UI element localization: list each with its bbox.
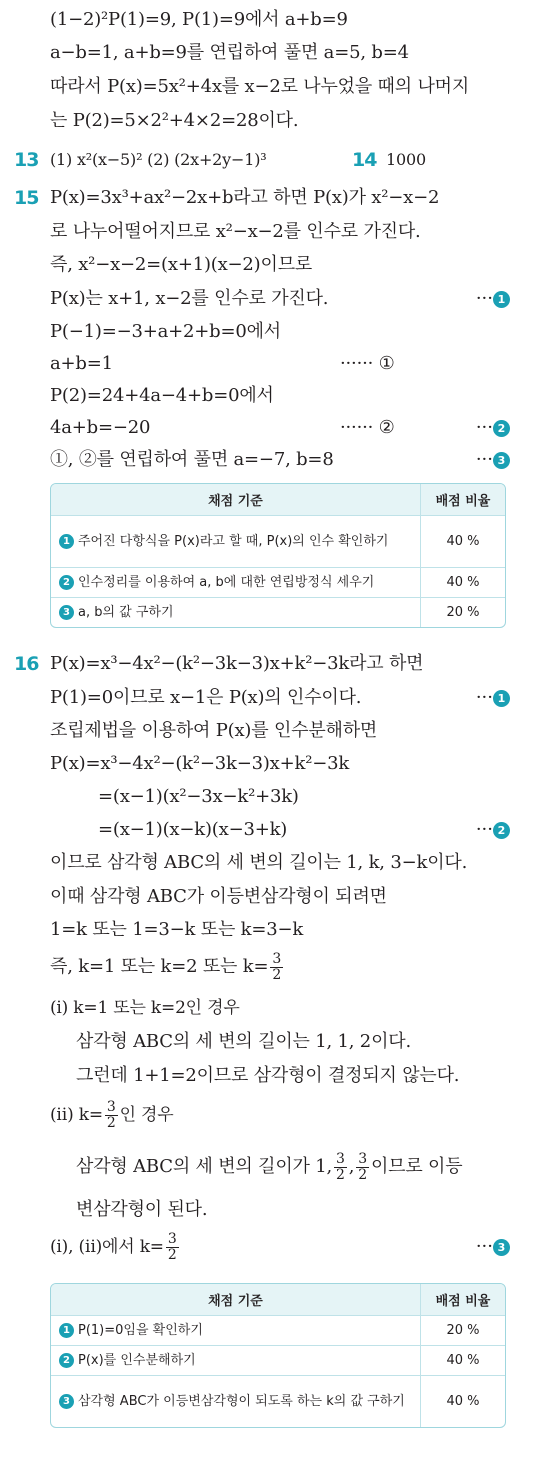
text-line: 이때 삼각형 ABC가 이등변삼각형이 되려면 bbox=[50, 886, 387, 907]
answer-14: 1000 bbox=[386, 150, 426, 169]
step-marker-3: ··· 3 bbox=[476, 1235, 510, 1259]
step-badge: 2 bbox=[493, 420, 510, 437]
step-marker-1: ··· 1 bbox=[476, 686, 510, 710]
question-number-15: 15 bbox=[14, 187, 39, 209]
text-line: 그런데 1+1=2이므로 삼각형이 결정되지 않는다. bbox=[76, 1065, 460, 1086]
question-number-14: 14 bbox=[352, 149, 377, 171]
equation-tag-2: ······ ② bbox=[340, 417, 395, 438]
text-line: (ⅰ), (ⅱ)에서 k= $\frac{3}{2}$ bbox=[50, 1230, 177, 1263]
text-line: 즉, k=1 또는 k=2 또는 k= $\frac{3}{2}$ bbox=[50, 950, 282, 983]
step-badge: 2 bbox=[59, 575, 74, 590]
ratio-cell: 40 % bbox=[446, 1394, 480, 1409]
header-criteria: 채점 기준 bbox=[51, 484, 421, 515]
text-line: 는 P(2)=5×2²+4×2=28이다. bbox=[50, 110, 299, 131]
criteria-text: a, b의 값 구하기 bbox=[78, 605, 174, 620]
step-badge: 1 bbox=[59, 1323, 74, 1338]
header-criteria: 채점 기준 bbox=[51, 1284, 421, 1315]
step-marker-2: ··· 2 bbox=[476, 416, 510, 440]
text-line: P(1)=0이므로 x−1은 P(x)의 인수이다. bbox=[50, 687, 362, 708]
text-line: ①, ②를 연립하여 풀면 a=−7, b=8 bbox=[50, 449, 334, 470]
ratio-cell: 20 % bbox=[446, 605, 480, 620]
step-badge: 3 bbox=[493, 452, 510, 469]
criteria-text: 인수정리를 이용하여 a, b에 대한 연립방정식 세우기 bbox=[78, 575, 375, 590]
criteria-text: P(x)를 인수분해하기 bbox=[78, 1353, 196, 1368]
table-row bbox=[51, 567, 505, 597]
fraction: $\frac{3}{2}$ bbox=[336, 1150, 345, 1183]
criteria-text: 주어진 다항식을 P(x)라고 할 때, P(x)의 인수 확인하기 bbox=[78, 534, 389, 549]
step-marker-2: ··· 2 bbox=[476, 818, 510, 842]
table-row bbox=[51, 1375, 505, 1427]
header-ratio: 배점 비율 bbox=[435, 1294, 491, 1309]
table-header bbox=[51, 1284, 505, 1315]
step-badge: 1 bbox=[59, 534, 74, 549]
fraction: $\frac{3}{2}$ bbox=[272, 950, 282, 983]
table-row bbox=[51, 597, 505, 627]
fraction: $\frac{3}{2}$ bbox=[358, 1150, 367, 1183]
text-line: 로 나누어떨어지므로 x²−x−2를 인수로 가진다. bbox=[50, 221, 421, 242]
step-badge: 1 bbox=[493, 291, 510, 308]
table-row bbox=[51, 1345, 505, 1375]
ratio-cell: 40 % bbox=[446, 1353, 480, 1368]
fraction: $\frac{3}{2}$ bbox=[106, 1098, 116, 1131]
text-line: 이므로 삼각형 ABC의 세 변의 길이는 1, k, 3−k이다. bbox=[50, 852, 468, 873]
table-row bbox=[51, 1315, 505, 1345]
text-line: =(x−1)(x−k)(x−3+k) bbox=[98, 819, 288, 840]
table-row bbox=[51, 515, 505, 567]
step-badge: 3 bbox=[59, 605, 74, 620]
header-ratio: 배점 비율 bbox=[435, 494, 491, 509]
text-line: P(2)=24+4a−4+b=0에서 bbox=[50, 385, 274, 406]
step-badge: 1 bbox=[493, 690, 510, 707]
answer-13: (1) x²(x−5)² (2) (2x+2y−1)³ bbox=[50, 150, 267, 169]
criteria-text: 삼각형 ABC가 이등변삼각형이 되도록 하는 k의 값 구하기 bbox=[78, 1394, 405, 1409]
text-line: 따라서 P(x)=5x²+4x를 x−2로 나누었을 때의 나머지 bbox=[50, 76, 470, 97]
text-line: P(x)=3x³+ax²−2x+b라고 하면 P(x)가 x²−x−2 bbox=[50, 187, 440, 208]
text-line: P(x)는 x+1, x−2를 인수로 가진다. bbox=[50, 288, 329, 309]
fraction: $\frac{3}{2}$ bbox=[167, 1230, 177, 1263]
grading-table-15 bbox=[50, 483, 506, 628]
ratio-cell: 20 % bbox=[446, 1323, 480, 1338]
step-badge: 2 bbox=[59, 1353, 74, 1368]
question-number-16: 16 bbox=[14, 653, 39, 675]
step-badge: 3 bbox=[59, 1394, 74, 1409]
text-line: 1=k 또는 1=3−k 또는 k=3−k bbox=[50, 919, 304, 940]
text-line: (ⅱ) k= $\frac{3}{2}$ 인 경우 bbox=[50, 1098, 174, 1131]
criteria-text: P(1)=0임을 확인하기 bbox=[78, 1323, 203, 1338]
step-marker-1: ··· 1 bbox=[476, 287, 510, 311]
question-number-13: 13 bbox=[14, 149, 39, 171]
text-line: a−b=1, a+b=9를 연립하여 풀면 a=5, b=4 bbox=[50, 42, 409, 63]
text-line: 삼각형 ABC의 세 변의 길이는 1, 1, 2이다. bbox=[76, 1031, 411, 1052]
text-line: a+b=1 bbox=[50, 353, 113, 374]
text-line: (ⅰ) k=1 또는 k=2인 경우 bbox=[50, 998, 240, 1018]
text-line: P(x)=x³−4x²−(k²−3k−3)x+k²−3k bbox=[50, 753, 350, 774]
step-badge: 3 bbox=[493, 1239, 510, 1256]
ratio-cell: 40 % bbox=[446, 534, 480, 549]
ratio-cell: 40 % bbox=[446, 575, 480, 590]
grading-table-16 bbox=[50, 1283, 506, 1428]
text-line: P(x)=x³−4x²−(k²−3k−3)x+k²−3k라고 하면 bbox=[50, 653, 424, 674]
text-line: 4a+b=−20 bbox=[50, 417, 151, 438]
step-badge: 2 bbox=[493, 822, 510, 839]
text-line: 조립제법을 이용하여 P(x)를 인수분해하면 bbox=[50, 720, 378, 741]
text-line: (1−2)²P(1)=9, P(1)=9에서 a+b=9 bbox=[50, 9, 348, 30]
text-line: P(−1)=−3+a+2+b=0에서 bbox=[50, 321, 281, 342]
text-line: 삼각형 ABC의 세 변의 길이가 1, $\frac{3}{2}$ , $\frac{3}{2}$ 이므로 이등 bbox=[76, 1150, 463, 1183]
text-line: 변삼각형이 된다. bbox=[76, 1199, 208, 1220]
step-marker-3: ··· 3 bbox=[476, 448, 510, 472]
table-header bbox=[51, 484, 505, 515]
text-line: =(x−1)(x²−3x−k²+3k) bbox=[98, 786, 299, 807]
text-line: 즉, x²−x−2=(x+1)(x−2)이므로 bbox=[50, 254, 313, 275]
equation-tag-1: ······ ① bbox=[340, 353, 395, 374]
